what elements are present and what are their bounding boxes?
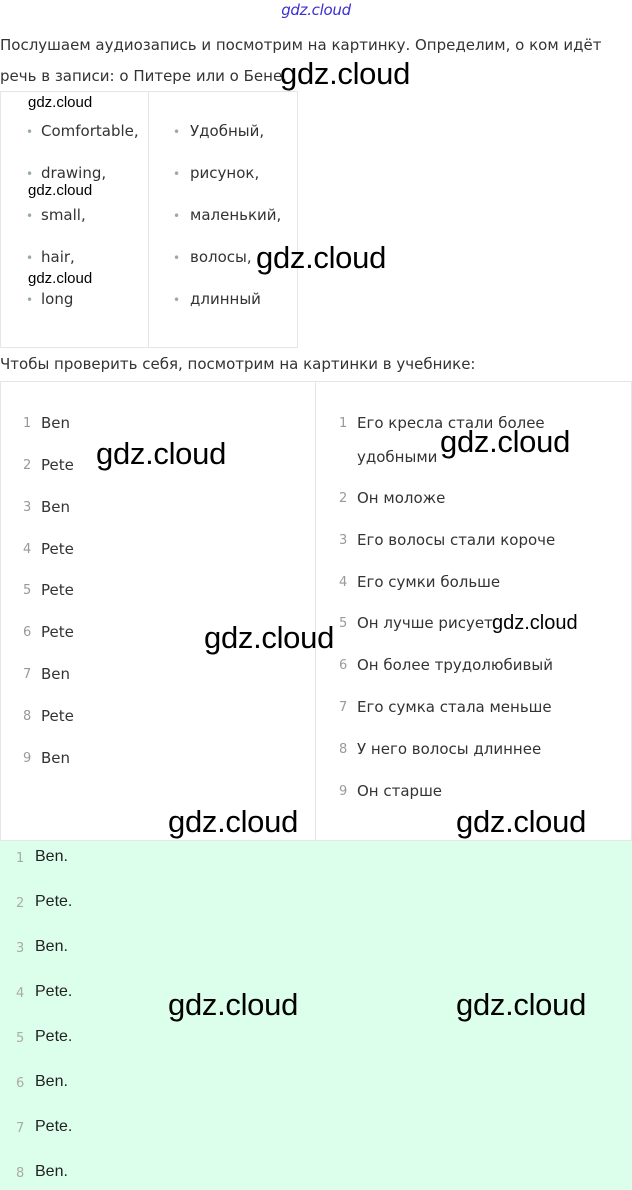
- row-number: 2: [23, 458, 32, 473]
- row-number: 7: [16, 1121, 25, 1136]
- answer-left-item: Pete: [41, 707, 74, 725]
- row-number: 8: [16, 1166, 25, 1181]
- vocab-en-item: hair,: [41, 248, 75, 266]
- row-number: 3: [23, 500, 32, 515]
- bullet-icon: •: [26, 167, 34, 181]
- row-number: 1: [23, 416, 32, 431]
- watermark: gdz.cloud: [96, 436, 227, 471]
- row-number: 6: [339, 658, 348, 673]
- vocab-en-item: Comfortable,: [41, 122, 139, 140]
- watermark: gdz.cloud: [280, 56, 411, 91]
- solution-item: Ben.: [35, 1163, 68, 1180]
- row-number: 1: [16, 851, 25, 866]
- row-number: 5: [16, 1031, 25, 1046]
- row-number: 4: [339, 575, 348, 590]
- vocab-ru-item: длинный: [190, 290, 261, 308]
- row-number: 3: [339, 533, 348, 548]
- answer-right-item: Его сумка стала меньше: [357, 698, 552, 716]
- watermark: gdz.cloud: [168, 804, 299, 839]
- answer-left-item: Pete: [41, 540, 74, 558]
- bullet-icon: •: [26, 125, 34, 139]
- vocab-ru-item: рисунок,: [190, 164, 260, 182]
- vocab-divider: [148, 91, 149, 348]
- watermark: gdz.cloud: [28, 270, 93, 287]
- row-number: 5: [23, 583, 32, 598]
- answer-left-item: Ben: [41, 498, 71, 516]
- row-number: 4: [16, 986, 25, 1001]
- bullet-icon: •: [173, 167, 181, 181]
- answer-right-item: Его сумки больше: [357, 573, 501, 591]
- solution-item: Pete.: [35, 1118, 73, 1135]
- vocab-ru-item: маленький,: [190, 206, 282, 224]
- watermark: gdz.cloud: [456, 804, 587, 839]
- vocab-ru-item: волосы,: [190, 248, 252, 266]
- answer-right-item: Он лучше рисует: [357, 614, 493, 632]
- check-instruction: Чтобы проверить себя, посмотрим на картинки в учебнике:: [0, 355, 476, 373]
- watermark: gdz.cloud: [28, 94, 93, 111]
- bullet-icon: •: [26, 293, 34, 307]
- row-number: 9: [23, 751, 32, 766]
- watermark: gdz.cloud: [168, 987, 299, 1022]
- row-number: 9: [339, 784, 348, 799]
- intro-text: Послушаем аудиозапись и посмотрим на картинку. Определим, о ком идёт речь в записи: о Питере или о Бене.: [0, 36, 602, 85]
- bullet-icon: •: [26, 251, 34, 265]
- watermark: gdz.cloud: [456, 987, 587, 1022]
- row-number: 7: [339, 700, 348, 715]
- vocab-en-item: small,: [41, 206, 86, 224]
- answers-divider: [315, 381, 316, 841]
- row-number: 6: [23, 625, 32, 640]
- site-title[interactable]: gdz.cloud: [281, 1, 351, 19]
- answer-left-item: Ben: [41, 749, 71, 767]
- bullet-icon: •: [173, 125, 181, 139]
- solution-item: Pete.: [35, 1028, 73, 1045]
- answer-right-item: У него волосы длиннее: [357, 740, 542, 758]
- solution-item: Ben.: [35, 1073, 68, 1090]
- watermark: gdz.cloud: [256, 240, 387, 275]
- row-number: 8: [23, 709, 32, 724]
- answer-right-item: Он более трудолюбивый: [357, 656, 553, 674]
- bullet-icon: •: [173, 209, 181, 223]
- solution-item: Pete.: [35, 893, 73, 910]
- watermark: gdz.cloud: [28, 182, 93, 199]
- answer-right-item: Его кресла стали более: [357, 414, 545, 432]
- solution-item: Ben.: [35, 938, 68, 955]
- solution-item: Pete.: [35, 983, 73, 1000]
- row-number: 6: [16, 1076, 25, 1091]
- vocab-en-item: long: [41, 290, 74, 308]
- answer-left-item: Pete: [41, 456, 74, 474]
- bullet-icon: •: [173, 293, 181, 307]
- row-number: 3: [16, 941, 25, 956]
- row-number: 5: [339, 616, 348, 631]
- solution-item: Ben.: [35, 848, 68, 865]
- answer-right-item: Его волосы стали короче: [357, 531, 556, 549]
- watermark: gdz.cloud: [440, 424, 571, 459]
- answer-left-item: Ben: [41, 414, 71, 432]
- row-number: 2: [16, 896, 25, 911]
- row-number: 1: [339, 416, 348, 431]
- row-number: 2: [339, 491, 348, 506]
- vocab-ru-item: Удобный,: [190, 122, 265, 140]
- watermark: gdz.cloud: [492, 612, 578, 634]
- answer-right-item: Он старше: [357, 782, 443, 800]
- bullet-icon: •: [173, 251, 181, 265]
- vocab-en-item: drawing,: [41, 164, 107, 182]
- answer-left-item: Ben: [41, 665, 71, 683]
- answer-left-item: Pete: [41, 581, 74, 599]
- answer-left-item: Pete: [41, 623, 74, 641]
- row-number: 8: [339, 742, 348, 757]
- answer-right-item: Он моложе: [357, 489, 446, 507]
- row-number: 4: [23, 542, 32, 557]
- answer-right-item-cont: удобными: [357, 448, 438, 466]
- bullet-icon: •: [26, 209, 34, 223]
- row-number: 7: [23, 667, 32, 682]
- watermark: gdz.cloud: [204, 620, 335, 655]
